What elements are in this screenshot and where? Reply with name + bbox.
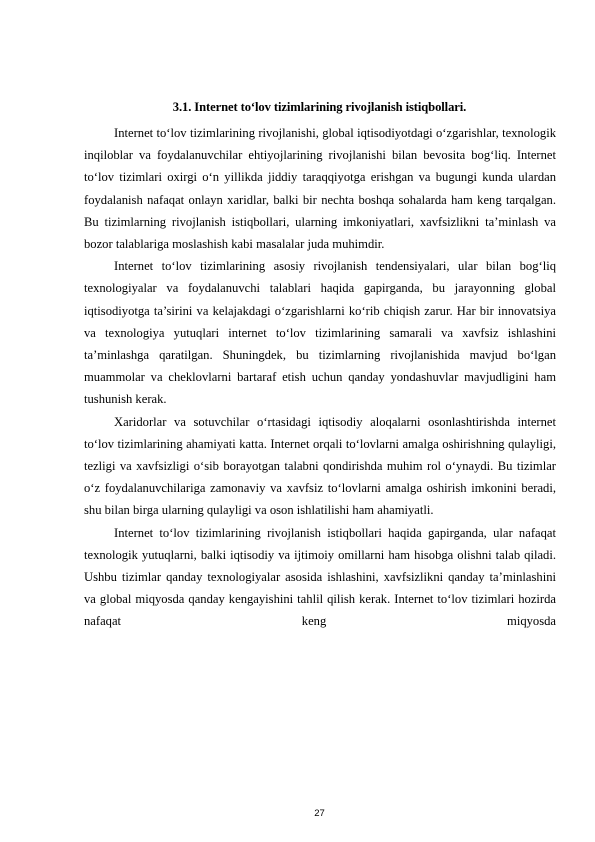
page-number: 27: [314, 808, 325, 819]
section-heading: 3.1. Internet to‘lov tizimlarining rivojlanish istiqbollari.: [172, 100, 467, 114]
paragraph-2: Internet to‘lov tizimlarining asosiy rivojlanish tendensiyalari, ular bilan bog‘liq texnologiyalar va foydalanuvchi talablari haqida gapirganda, bu jarayonning global iqtisodiyotga ta’sirini va kelajakdagi o‘zgarishlarni ko‘rib chiqish zarur. Har bir innovatsiya va texnologiya yutuqlari internet to‘lov tizimlarining samarali va xavfsiz ishlashini ta’minlashga qaratilgan. Shuningdek, bu tizimlarning rivojlanishida mavjud bo‘lgan muammolar va cheklovlarni bartaraf etish uchun qanday yondashuvlar mavjudligini ham tushunish kerak.: [84, 259, 556, 407]
body-text: [84, 122, 556, 633]
paragraph-3: Xaridorlar va sotuvchilar o‘rtasidagi iqtisodiy aloqalarni osonlashtirishda internet to‘lov tizimlarining ahamiyati katta. Internet orqali to‘lovlarni amalga oshirishning qulayligi, tezligi va xavfsizligi o‘sib borayotgan talabni qondirishda muhim rol o‘ynaydi. Bu tizimlar o‘z foydalanuvchilariga zamonaviy va xavfsiz to‘lovlarni amalga oshirish imkonini beradi, shu bilan birga ularning qulayligi va oson ishlatilishi ham ahamiyatli.: [84, 414, 556, 518]
paragraph-4: Internet to‘lov tizimlarining rivojlanish istiqbollari haqida gapirganda, ular nafaqat texnologik yutuqlarni, balki iqtisodiy va ijtimoiy omillarni ham hisobga olishni talab qiladi. Ushbu tizimlar qanday texnologiyalar asosida ishlashini, xavfsizlikni qanday ta’minlashini va global miqyosda qanday kengayishini tahlil qilish kerak. Internet to‘lov tizimlari hozirda nafaqat keng miqyosda: [84, 525, 556, 629]
paragraph-1: Internet to‘lov tizimlarining rivojlanishi, global iqtisodiyotdagi o‘zgarishlar, texnologik inqiloblar va foydalanuvchilar ehtiyojlarining rivojlanishi bilan bevosita bog‘liq. Internet to‘lov tizimlari oxirgi o‘n yillikda jiddiy taraqqiyotga erishgan va bugungi kunda ulardan foydalanish nafaqat onlayn xaridlar, balki bir nechta boshqa sohalarda ham keng tarqalgan. Bu tizimlarning rivojlanish istiqbollari, ularning imkoniyatlari, xavfsizlikni ta’minlash va bozor talablariga moslashish kabi masalalar juda muhimdir.: [84, 126, 556, 252]
